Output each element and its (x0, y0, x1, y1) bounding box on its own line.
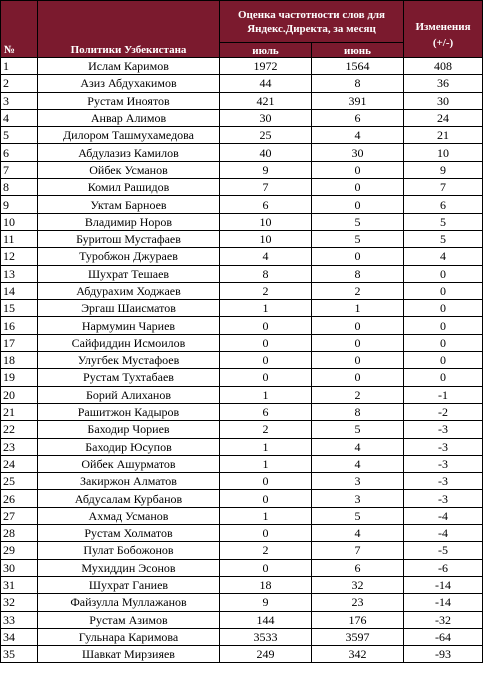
table-row (1, 559, 483, 576)
column-header-july: июль (220, 43, 312, 58)
row-number: 4 (1, 109, 38, 126)
table-row (1, 58, 483, 75)
row-number: 28 (1, 525, 38, 542)
frequency-change: -3 (404, 490, 483, 507)
politician-name: Дилором Ташмухамедова (38, 127, 220, 144)
july-frequency: 421 (220, 92, 312, 109)
row-number: 16 (1, 317, 38, 334)
table-row (1, 161, 483, 178)
table-row (1, 369, 483, 386)
table-row (1, 386, 483, 403)
frequency-change: 0 (404, 282, 483, 299)
table-row (1, 542, 483, 559)
frequency-change: -4 (404, 507, 483, 524)
june-frequency: 8 (312, 265, 404, 282)
row-number: 7 (1, 161, 38, 178)
july-frequency: 10 (220, 213, 312, 230)
june-frequency: 0 (312, 179, 404, 196)
row-number: 8 (1, 179, 38, 196)
row-number: 35 (1, 646, 38, 663)
june-frequency: 342 (312, 646, 404, 663)
header-row (1, 1, 483, 43)
july-frequency: 6 (220, 403, 312, 420)
table-row (1, 594, 483, 611)
frequency-change: 0 (404, 317, 483, 334)
july-frequency: 2 (220, 421, 312, 438)
frequency-change: -3 (404, 421, 483, 438)
politician-name: Азиз Абдухакимов (38, 75, 220, 92)
politician-name: Комил Рашидов (38, 179, 220, 196)
july-frequency: 0 (220, 525, 312, 542)
row-number: 12 (1, 248, 38, 265)
frequency-change: 408 (404, 58, 483, 75)
table-row (1, 576, 483, 593)
frequency-change: -32 (404, 611, 483, 628)
frequency-change: 7 (404, 179, 483, 196)
june-frequency: 6 (312, 109, 404, 126)
table-row (1, 75, 483, 92)
row-number: 6 (1, 144, 38, 161)
politician-name: Шавкат Мирзияев (38, 646, 220, 663)
politician-name: Гульнара Каримова (38, 628, 220, 645)
july-frequency: 1 (220, 386, 312, 403)
frequency-change: -3 (404, 455, 483, 472)
table-row (1, 352, 483, 369)
table-row (1, 334, 483, 351)
july-frequency: 1 (220, 507, 312, 524)
june-frequency: 4 (312, 525, 404, 542)
politician-name: Абдусалам Курбанов (38, 490, 220, 507)
frequency-change: -14 (404, 594, 483, 611)
table-row (1, 248, 483, 265)
june-frequency: 4 (312, 455, 404, 472)
frequency-change: -2 (404, 403, 483, 420)
frequency-change: 9 (404, 161, 483, 178)
row-number: 30 (1, 559, 38, 576)
politician-name: Нармумин Чариев (38, 317, 220, 334)
frequency-change: -3 (404, 438, 483, 455)
table-row (1, 179, 483, 196)
row-number: 15 (1, 300, 38, 317)
row-number: 5 (1, 127, 38, 144)
june-frequency: 3 (312, 490, 404, 507)
frequency-change: 36 (404, 75, 483, 92)
table-row (1, 213, 483, 230)
frequency-change: -3 (404, 473, 483, 490)
frequency-change: 24 (404, 109, 483, 126)
row-number: 14 (1, 282, 38, 299)
table-row (1, 507, 483, 524)
july-frequency: 9 (220, 594, 312, 611)
row-number: 21 (1, 403, 38, 420)
table-row (1, 490, 483, 507)
politician-name: Улугбек Мустафоев (38, 352, 220, 369)
june-frequency: 0 (312, 196, 404, 213)
politician-name: Владимир Норов (38, 213, 220, 230)
row-number: 10 (1, 213, 38, 230)
june-frequency: 5 (312, 230, 404, 247)
column-header-june: июнь (312, 43, 404, 58)
table-row (1, 403, 483, 420)
july-frequency: 249 (220, 646, 312, 663)
july-frequency: 0 (220, 334, 312, 351)
july-frequency: 2 (220, 542, 312, 559)
july-frequency: 44 (220, 75, 312, 92)
june-frequency: 8 (312, 403, 404, 420)
table-row (1, 421, 483, 438)
politician-name: Рустам Холматов (38, 525, 220, 542)
july-frequency: 4 (220, 248, 312, 265)
june-frequency: 32 (312, 576, 404, 593)
politician-name: Рустам Тухтабаев (38, 369, 220, 386)
july-frequency: 8 (220, 265, 312, 282)
table-body (1, 58, 483, 663)
june-frequency: 0 (312, 317, 404, 334)
table-row (1, 109, 483, 126)
row-number: 24 (1, 455, 38, 472)
politician-name: Рашитжон Кадыров (38, 403, 220, 420)
june-frequency: 3597 (312, 628, 404, 645)
july-frequency: 0 (220, 490, 312, 507)
row-number: 32 (1, 594, 38, 611)
politician-name: Закиржон Алматов (38, 473, 220, 490)
row-number: 9 (1, 196, 38, 213)
july-frequency: 144 (220, 611, 312, 628)
politician-name: Ойбек Усманов (38, 161, 220, 178)
row-number: 17 (1, 334, 38, 351)
politician-name: Мухиддин Эсонов (38, 559, 220, 576)
politician-name: Ойбек Ашурматов (38, 455, 220, 472)
frequency-change: 0 (404, 369, 483, 386)
table-row (1, 300, 483, 317)
june-frequency: 0 (312, 248, 404, 265)
politician-name: Баходир Юсупов (38, 438, 220, 455)
june-frequency: 5 (312, 421, 404, 438)
table-row (1, 265, 483, 282)
politician-name: Абдурахим Ходжаев (38, 282, 220, 299)
frequency-change: 0 (404, 352, 483, 369)
politician-name: Борий Алиханов (38, 386, 220, 403)
table-row (1, 438, 483, 455)
column-header-frequency-group: Оценка частотности слов для Яндекс.Директа, за месяц (220, 1, 404, 43)
row-number: 2 (1, 75, 38, 92)
row-number: 27 (1, 507, 38, 524)
frequency-change: 21 (404, 127, 483, 144)
july-frequency: 0 (220, 473, 312, 490)
july-frequency: 1 (220, 455, 312, 472)
politician-name: Ахмад Усманов (38, 507, 220, 524)
table-row (1, 92, 483, 109)
frequency-change: 0 (404, 334, 483, 351)
july-frequency: 3533 (220, 628, 312, 645)
frequency-change: -4 (404, 525, 483, 542)
frequency-change: 5 (404, 230, 483, 247)
table-row (1, 317, 483, 334)
july-frequency: 0 (220, 352, 312, 369)
july-frequency: 30 (220, 109, 312, 126)
row-number: 29 (1, 542, 38, 559)
table-row (1, 196, 483, 213)
politician-name: Файзулла Муллажанов (38, 594, 220, 611)
politician-name: Рустам Иноятов (38, 92, 220, 109)
politician-name: Абдулазиз Камилов (38, 144, 220, 161)
table-row (1, 144, 483, 161)
frequency-change: -93 (404, 646, 483, 663)
row-number: 34 (1, 628, 38, 645)
june-frequency: 3 (312, 473, 404, 490)
june-frequency: 6 (312, 559, 404, 576)
frequency-change: -6 (404, 559, 483, 576)
frequency-change: -5 (404, 542, 483, 559)
politician-name: Баходир Чориев (38, 421, 220, 438)
table-row (1, 646, 483, 663)
july-frequency: 18 (220, 576, 312, 593)
july-frequency: 0 (220, 317, 312, 334)
frequency-change: 0 (404, 300, 483, 317)
june-frequency: 30 (312, 144, 404, 161)
july-frequency: 1 (220, 300, 312, 317)
row-number: 26 (1, 490, 38, 507)
frequency-change: -64 (404, 628, 483, 645)
table-row (1, 455, 483, 472)
july-frequency: 2 (220, 282, 312, 299)
table-row (1, 473, 483, 490)
july-frequency: 40 (220, 144, 312, 161)
row-number: 18 (1, 352, 38, 369)
politician-name: Пулат Бобожонов (38, 542, 220, 559)
politician-name: Буритош Мустафаев (38, 230, 220, 247)
table-row (1, 230, 483, 247)
politician-name: Туробжон Джураев (38, 248, 220, 265)
column-header-politicians: Политики Узбекистана (38, 1, 220, 58)
column-header-number: № (1, 1, 38, 58)
row-number: 11 (1, 230, 38, 247)
june-frequency: 1 (312, 300, 404, 317)
row-number: 1 (1, 58, 38, 75)
frequency-change: 30 (404, 92, 483, 109)
june-frequency: 4 (312, 438, 404, 455)
frequency-change: 0 (404, 265, 483, 282)
politician-name: Сайфиддин Исмоилов (38, 334, 220, 351)
row-number: 25 (1, 473, 38, 490)
june-frequency: 2 (312, 386, 404, 403)
june-frequency: 23 (312, 594, 404, 611)
row-number: 23 (1, 438, 38, 455)
june-frequency: 1564 (312, 58, 404, 75)
july-frequency: 10 (220, 230, 312, 247)
politician-name: Шухрат Ганиев (38, 576, 220, 593)
june-frequency: 8 (312, 75, 404, 92)
row-number: 31 (1, 576, 38, 593)
table-row (1, 525, 483, 542)
politician-name: Эргаш Шаисматов (38, 300, 220, 317)
frequency-change: 4 (404, 248, 483, 265)
july-frequency: 7 (220, 179, 312, 196)
table-row (1, 282, 483, 299)
june-frequency: 7 (312, 542, 404, 559)
politician-name: Анвар Алимов (38, 109, 220, 126)
june-frequency: 0 (312, 352, 404, 369)
row-number: 19 (1, 369, 38, 386)
frequency-change: -1 (404, 386, 483, 403)
table-header (1, 1, 483, 58)
politician-name: Уктам Барноев (38, 196, 220, 213)
july-frequency: 25 (220, 127, 312, 144)
table-row (1, 611, 483, 628)
july-frequency: 0 (220, 559, 312, 576)
table-row (1, 628, 483, 645)
june-frequency: 5 (312, 507, 404, 524)
frequency-change: -14 (404, 576, 483, 593)
june-frequency: 0 (312, 369, 404, 386)
row-number: 13 (1, 265, 38, 282)
table-row (1, 127, 483, 144)
june-frequency: 4 (312, 127, 404, 144)
june-frequency: 176 (312, 611, 404, 628)
frequency-change: 6 (404, 196, 483, 213)
june-frequency: 5 (312, 213, 404, 230)
july-frequency: 1972 (220, 58, 312, 75)
row-number: 20 (1, 386, 38, 403)
politician-name: Ислам Каримов (38, 58, 220, 75)
frequency-change: 5 (404, 213, 483, 230)
column-header-changes: Изменения (+/-) (404, 1, 483, 58)
frequency-change: 10 (404, 144, 483, 161)
row-number: 22 (1, 421, 38, 438)
june-frequency: 391 (312, 92, 404, 109)
july-frequency: 6 (220, 196, 312, 213)
june-frequency: 2 (312, 282, 404, 299)
row-number: 33 (1, 611, 38, 628)
june-frequency: 0 (312, 334, 404, 351)
row-number: 3 (1, 92, 38, 109)
july-frequency: 0 (220, 369, 312, 386)
politician-name: Рустам Азимов (38, 611, 220, 628)
politician-name: Шухрат Тешаев (38, 265, 220, 282)
july-frequency: 1 (220, 438, 312, 455)
july-frequency: 9 (220, 161, 312, 178)
june-frequency: 0 (312, 161, 404, 178)
